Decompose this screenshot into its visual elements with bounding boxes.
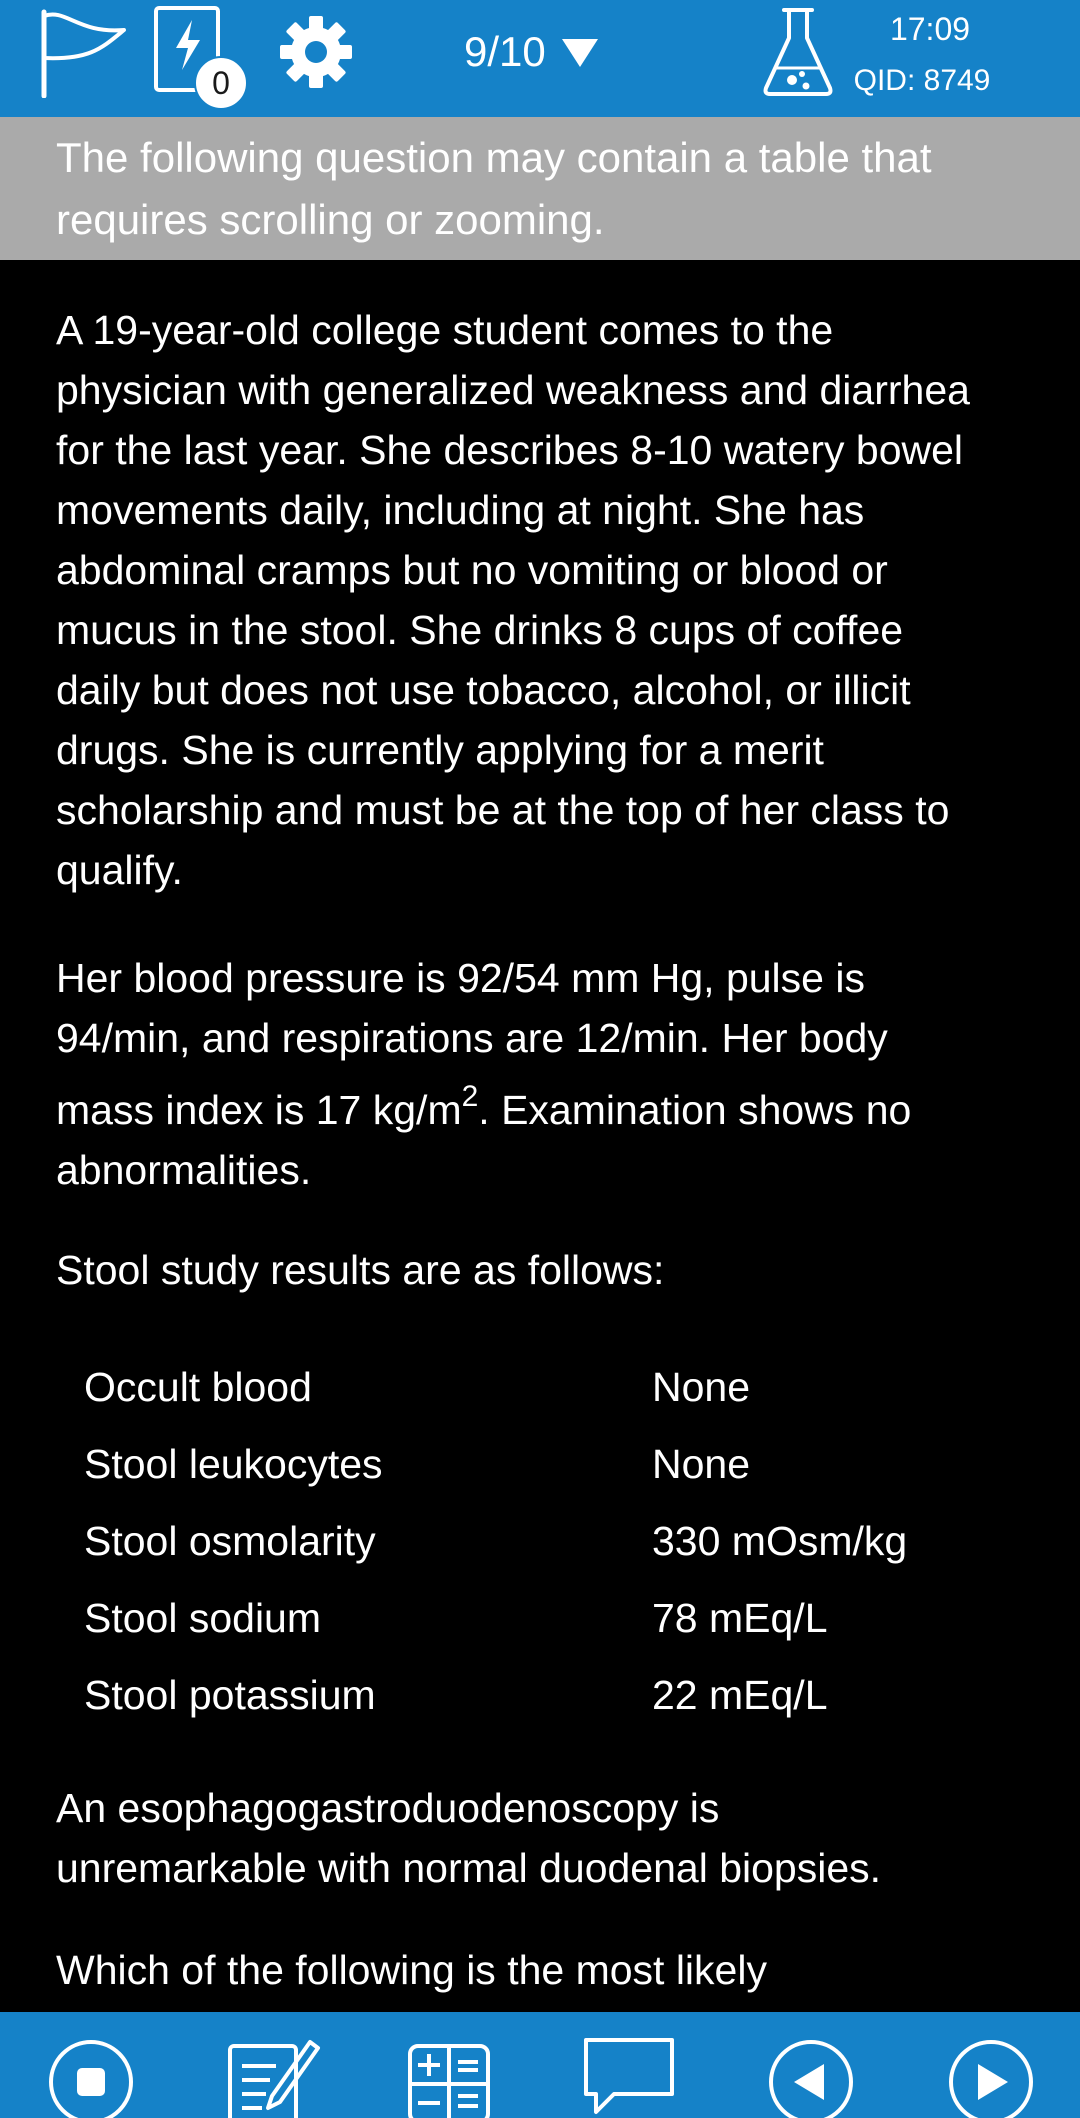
stem-line: abnormalities. bbox=[56, 1147, 312, 1193]
superscript: 2 bbox=[461, 1080, 479, 1113]
stem-line: physician with generalized weakness and diarrhea bbox=[56, 367, 970, 413]
next-icon[interactable] bbox=[946, 2032, 1036, 2118]
notes-edit-icon[interactable] bbox=[226, 2032, 322, 2118]
table-row bbox=[84, 1425, 984, 1502]
lab-name: Stool leukocytes bbox=[84, 1440, 383, 1487]
lab-value: 22 mEq/L bbox=[652, 1671, 828, 1718]
table-row bbox=[84, 1656, 984, 1733]
notice-line: requires scrolling or zooming. bbox=[56, 196, 605, 243]
stem-line: for the last year. She describes 8-10 watery bowel bbox=[56, 427, 964, 473]
table-row bbox=[84, 1502, 984, 1579]
clock-time: 17:09 bbox=[889, 11, 971, 47]
stem-line: qualify. bbox=[56, 847, 183, 893]
stem-line: unremarkable with normal duodenal biopsies. bbox=[56, 1845, 882, 1891]
chevron-down-icon bbox=[560, 35, 600, 69]
lab-value: None bbox=[652, 1363, 751, 1410]
stem-paragraph-vitals bbox=[56, 948, 911, 1200]
flag-icon[interactable] bbox=[38, 8, 130, 98]
stem-line: . Examination shows no bbox=[478, 1087, 912, 1133]
notes-count-badge: 0 bbox=[194, 56, 248, 110]
stem-paragraph-labs-intro: Stool study results are as follows: bbox=[56, 1247, 665, 1293]
calculator-icon[interactable] bbox=[406, 2032, 492, 2118]
question-navigator[interactable] bbox=[464, 22, 600, 82]
lab-value: 78 mEq/L bbox=[652, 1594, 828, 1641]
lab-results-table bbox=[84, 1348, 984, 1733]
lab-name: Stool osmolarity bbox=[84, 1517, 376, 1564]
notes-flash-button[interactable] bbox=[152, 4, 248, 104]
question-progress: 9/10 bbox=[464, 28, 546, 75]
table-row bbox=[84, 1579, 984, 1656]
stem-line: mucus in the stool. She drinks 8 cups of coffee bbox=[56, 607, 904, 653]
stem-line: abdominal cramps but no vomiting or blood or bbox=[56, 547, 888, 593]
stem-line: A 19-year-old college student comes to the bbox=[56, 307, 834, 353]
feedback-icon[interactable] bbox=[580, 2032, 678, 2118]
lab-name: Occult blood bbox=[84, 1363, 312, 1410]
previous-icon[interactable] bbox=[766, 2032, 856, 2118]
stem-line: drugs. She is currently applying for a merit bbox=[56, 727, 824, 773]
stem-paragraph-history bbox=[56, 300, 970, 900]
top-toolbar bbox=[0, 0, 1080, 117]
stem-line: scholarship and must be at the top of her class to bbox=[56, 787, 950, 833]
stem-paragraph-egd bbox=[56, 1778, 881, 1898]
stem-line: 94/min, and respirations are 12/min. Her body bbox=[56, 1015, 888, 1061]
lab-name: Stool sodium bbox=[84, 1594, 322, 1641]
question-prompt: Which of the following is the most likely bbox=[56, 1947, 767, 1993]
stem-line: mass index is 17 kg/m bbox=[56, 1087, 462, 1133]
stem-line: Her blood pressure is 92/54 mm Hg, pulse is bbox=[56, 955, 865, 1001]
notice-line: The following question may contain a table that bbox=[56, 134, 932, 181]
lab-value: None bbox=[652, 1440, 751, 1487]
stop-icon[interactable] bbox=[46, 2032, 136, 2118]
question-id: QID: 8749 bbox=[853, 64, 991, 97]
stem-line: movements daily, including at night. She has bbox=[56, 487, 865, 533]
bottom-toolbar bbox=[0, 2012, 1080, 2118]
lab-name: Stool potassium bbox=[84, 1671, 376, 1718]
gear-icon[interactable] bbox=[276, 12, 356, 92]
lab-value: 330 mOsm/kg bbox=[652, 1517, 908, 1564]
table-row bbox=[84, 1348, 984, 1425]
stem-line: An esophagogastroduodenoscopy is bbox=[56, 1785, 720, 1831]
stem-line: daily but does not use tobacco, alcohol, or illicit bbox=[56, 667, 911, 713]
scroll-notice-banner bbox=[0, 117, 1080, 260]
